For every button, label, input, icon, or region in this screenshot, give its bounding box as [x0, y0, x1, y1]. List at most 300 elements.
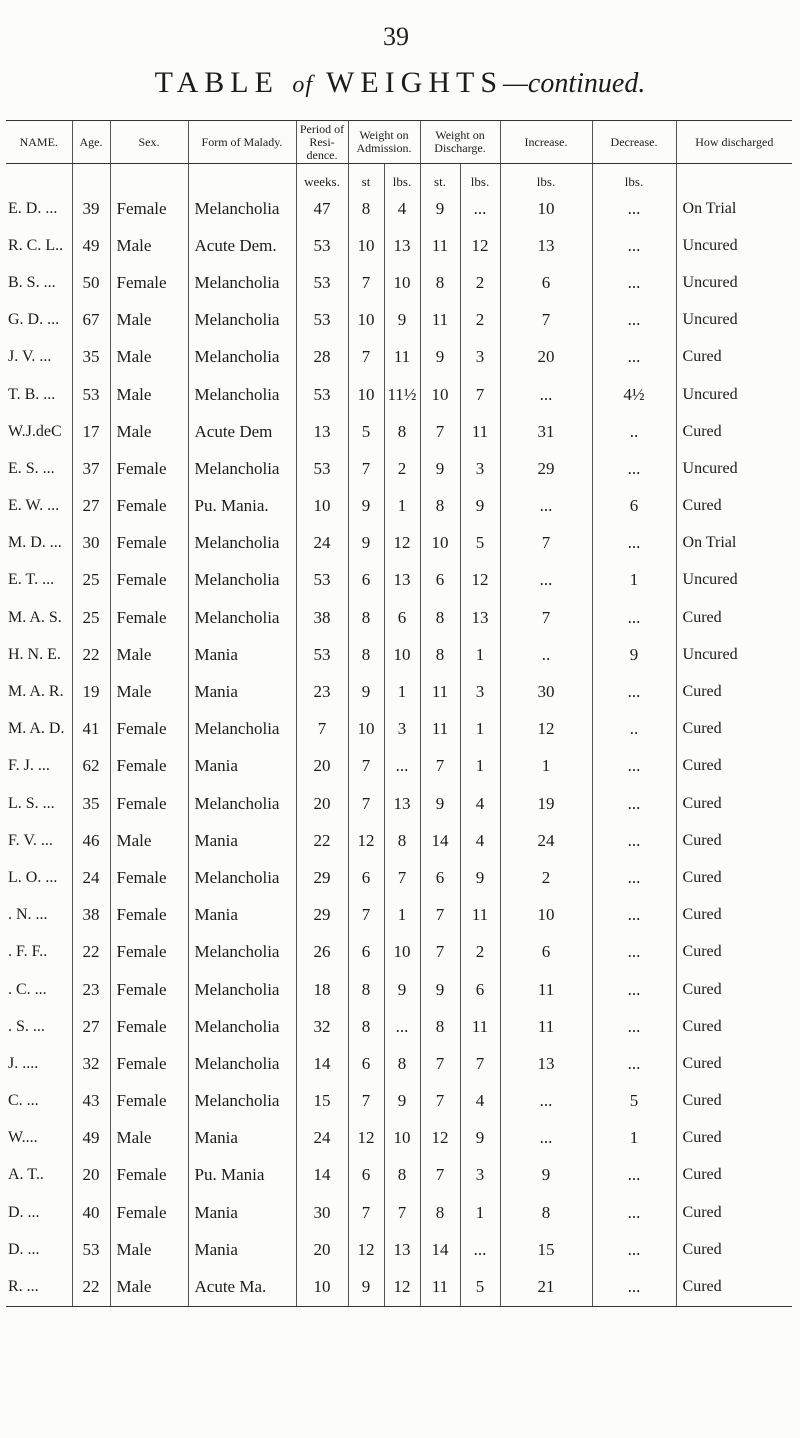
- cell-increase: 13: [500, 227, 592, 264]
- cell-decrease: ...: [592, 673, 676, 710]
- cell-discharge-st: 8: [420, 636, 460, 673]
- cell-discharge-st: 10: [420, 376, 460, 413]
- cell-how-discharged: Uncured: [676, 376, 792, 413]
- cell-admission-st: 6: [348, 562, 384, 599]
- table-row: [6, 636, 792, 673]
- cell-increase: 7: [500, 599, 592, 636]
- cell-age: 20: [72, 1157, 110, 1194]
- cell-discharge-st: 7: [420, 934, 460, 971]
- cell-period: 47: [296, 190, 348, 227]
- cell-how-discharged: On Trial: [676, 525, 792, 562]
- cell-discharge-lbs: 5: [460, 1268, 500, 1306]
- cell-name: F. V. ...: [8, 831, 53, 849]
- units-lbs-admission: lbs.: [384, 164, 420, 191]
- units-blank: [110, 164, 188, 191]
- cell-discharge-st: 9: [420, 339, 460, 376]
- cell-admission-st: 7: [348, 785, 384, 822]
- header-weight-admission: Weight on Admission.: [348, 121, 420, 164]
- cell-decrease: ...: [592, 302, 676, 339]
- header-decrease: Decrease.: [592, 121, 676, 164]
- cell-sex: Female: [110, 599, 188, 636]
- cell-name: F. J. ...: [8, 757, 50, 775]
- cell-admission-st: 9: [348, 488, 384, 525]
- cell-period: 14: [296, 1045, 348, 1082]
- cell-form: Melancholia: [188, 1045, 296, 1082]
- table-row: [6, 339, 792, 376]
- cell-discharge-st: 7: [420, 1157, 460, 1194]
- cell-discharge-lbs: 9: [460, 859, 500, 896]
- cell-form: Melancholia: [188, 190, 296, 227]
- header-sex: Sex.: [110, 121, 188, 164]
- cell-period: 26: [296, 934, 348, 971]
- cell-form: Melancholia: [188, 525, 296, 562]
- table-row: [6, 822, 792, 859]
- cell-increase: ...: [500, 1120, 592, 1157]
- cell-admission-lbs: 10: [384, 1120, 420, 1157]
- cell-sex: Male: [110, 1268, 188, 1306]
- cell-decrease: ...: [592, 1157, 676, 1194]
- cell-sex: Female: [110, 1194, 188, 1231]
- cell-increase: 30: [500, 673, 592, 710]
- cell-name: M. A. R.: [8, 683, 64, 701]
- cell-name: A. T..: [8, 1166, 44, 1184]
- cell-how-discharged: Cured: [676, 488, 792, 525]
- cell-admission-st: 10: [348, 376, 384, 413]
- cell-sex: Male: [110, 673, 188, 710]
- cell-decrease: ...: [592, 934, 676, 971]
- cell-how-discharged: Uncured: [676, 450, 792, 487]
- table-row: [6, 413, 792, 450]
- cell-discharge-st: 6: [420, 562, 460, 599]
- cell-name: J. V. ...: [8, 348, 52, 366]
- cell-decrease: ...: [592, 1268, 676, 1306]
- cell-discharge-lbs: 2: [460, 934, 500, 971]
- cell-how-discharged: Cured: [676, 785, 792, 822]
- table-row: [6, 1045, 792, 1082]
- cell-discharge-st: 11: [420, 1268, 460, 1306]
- cell-discharge-lbs: 9: [460, 488, 500, 525]
- cell-age: 22: [72, 636, 110, 673]
- table-row: [6, 525, 792, 562]
- cell-admission-lbs: 9: [384, 1083, 420, 1120]
- cell-admission-st: 6: [348, 859, 384, 896]
- cell-age: 53: [72, 1231, 110, 1268]
- cell-form: Mania: [188, 1231, 296, 1268]
- table-row: [6, 488, 792, 525]
- header-form: Form of Malady.: [188, 121, 296, 164]
- cell-discharge-st: 12: [420, 1120, 460, 1157]
- cell-decrease: 5: [592, 1083, 676, 1120]
- cell-admission-lbs: 9: [384, 302, 420, 339]
- cell-discharge-st: 11: [420, 711, 460, 748]
- cell-how-discharged: Cured: [676, 1231, 792, 1268]
- weights-table: [6, 120, 792, 1307]
- cell-name: T. B. ...: [8, 385, 56, 403]
- cell-decrease: ...: [592, 1045, 676, 1082]
- cell-sex: Male: [110, 636, 188, 673]
- cell-name: E. D. ...: [8, 199, 58, 217]
- table-row: [6, 599, 792, 636]
- cell-age: 49: [72, 227, 110, 264]
- cell-name: D. ...: [8, 1240, 40, 1258]
- cell-sex: Female: [110, 971, 188, 1008]
- cell-decrease: ...: [592, 190, 676, 227]
- cell-admission-lbs: 8: [384, 413, 420, 450]
- cell-form: Mania: [188, 748, 296, 785]
- cell-how-discharged: Uncured: [676, 264, 792, 301]
- cell-admission-st: 10: [348, 302, 384, 339]
- cell-decrease: 1: [592, 562, 676, 599]
- cell-sex: Female: [110, 1157, 188, 1194]
- cell-period: 30: [296, 1194, 348, 1231]
- cell-how-discharged: Cured: [676, 413, 792, 450]
- table-row: [6, 562, 792, 599]
- cell-form: Mania: [188, 822, 296, 859]
- cell-discharge-lbs: 12: [460, 227, 500, 264]
- cell-decrease: ..: [592, 711, 676, 748]
- cell-age: 39: [72, 190, 110, 227]
- cell-admission-lbs: ...: [384, 1008, 420, 1045]
- cell-decrease: ...: [592, 1008, 676, 1045]
- cell-period: 10: [296, 488, 348, 525]
- cell-sex: Female: [110, 859, 188, 896]
- cell-how-discharged: Cured: [676, 1194, 792, 1231]
- cell-increase: 11: [500, 1008, 592, 1045]
- cell-how-discharged: Cured: [676, 599, 792, 636]
- cell-age: 23: [72, 971, 110, 1008]
- cell-period: 22: [296, 822, 348, 859]
- cell-admission-st: 7: [348, 897, 384, 934]
- cell-admission-lbs: ...: [384, 748, 420, 785]
- cell-discharge-st: 8: [420, 1194, 460, 1231]
- cell-increase: 12: [500, 711, 592, 748]
- cell-admission-st: 7: [348, 264, 384, 301]
- cell-admission-st: 12: [348, 1231, 384, 1268]
- title-weights: WEIGHTS: [326, 66, 504, 99]
- cell-discharge-st: 10: [420, 525, 460, 562]
- cell-sex: Female: [110, 450, 188, 487]
- cell-decrease: ...: [592, 897, 676, 934]
- cell-age: 24: [72, 859, 110, 896]
- cell-name: E. W. ...: [8, 497, 60, 515]
- cell-how-discharged: Uncured: [676, 227, 792, 264]
- table-row: [6, 859, 792, 896]
- cell-period: 28: [296, 339, 348, 376]
- cell-name: G. D. ...: [8, 311, 60, 329]
- cell-increase: 6: [500, 264, 592, 301]
- table-row: [6, 302, 792, 339]
- cell-admission-st: 7: [348, 748, 384, 785]
- cell-sex: Female: [110, 1008, 188, 1045]
- cell-increase: 9: [500, 1157, 592, 1194]
- cell-sex: Female: [110, 748, 188, 785]
- cell-increase: 1: [500, 748, 592, 785]
- cell-discharge-st: 11: [420, 302, 460, 339]
- cell-admission-lbs: 8: [384, 822, 420, 859]
- cell-discharge-lbs: 11: [460, 897, 500, 934]
- cell-admission-st: 10: [348, 227, 384, 264]
- cell-name: W.J.deC: [8, 422, 62, 440]
- cell-age: 43: [72, 1083, 110, 1120]
- cell-admission-lbs: 7: [384, 859, 420, 896]
- units-blank: [676, 164, 792, 191]
- cell-name: M. A. S.: [8, 608, 62, 626]
- cell-age: 38: [72, 897, 110, 934]
- cell-form: Mania: [188, 897, 296, 934]
- cell-name: H. N. E.: [8, 645, 61, 663]
- cell-admission-lbs: 10: [384, 934, 420, 971]
- cell-discharge-lbs: 11: [460, 1008, 500, 1045]
- cell-discharge-st: 7: [420, 897, 460, 934]
- cell-admission-st: 12: [348, 1120, 384, 1157]
- cell-admission-st: 8: [348, 1008, 384, 1045]
- cell-discharge-st: 11: [420, 227, 460, 264]
- cell-sex: Male: [110, 1120, 188, 1157]
- table-row: [6, 264, 792, 301]
- cell-decrease: ...: [592, 785, 676, 822]
- cell-admission-st: 6: [348, 1157, 384, 1194]
- cell-discharge-st: 9: [420, 450, 460, 487]
- cell-form: Melancholia: [188, 450, 296, 487]
- cell-discharge-st: 9: [420, 190, 460, 227]
- cell-decrease: 6: [592, 488, 676, 525]
- cell-admission-lbs: 1: [384, 673, 420, 710]
- header-age: Age.: [72, 121, 110, 164]
- cell-discharge-st: 9: [420, 971, 460, 1008]
- cell-admission-lbs: 10: [384, 636, 420, 673]
- cell-how-discharged: On Trial: [676, 190, 792, 227]
- cell-decrease: 1: [592, 1120, 676, 1157]
- page-title: [0, 66, 800, 100]
- table-row: [6, 227, 792, 264]
- cell-decrease: ...: [592, 748, 676, 785]
- cell-admission-lbs: 11½: [384, 376, 420, 413]
- cell-increase: 7: [500, 525, 592, 562]
- cell-admission-lbs: 4: [384, 190, 420, 227]
- cell-admission-st: 7: [348, 1083, 384, 1120]
- cell-admission-lbs: 8: [384, 1045, 420, 1082]
- cell-how-discharged: Cured: [676, 339, 792, 376]
- cell-discharge-lbs: 3: [460, 673, 500, 710]
- cell-admission-lbs: 1: [384, 897, 420, 934]
- cell-age: 49: [72, 1120, 110, 1157]
- cell-discharge-lbs: ...: [460, 190, 500, 227]
- table-row: [6, 1008, 792, 1045]
- units-st-discharge: st.: [420, 164, 460, 191]
- title-table: TABLE: [154, 66, 279, 99]
- cell-how-discharged: Cured: [676, 673, 792, 710]
- cell-name: C. ...: [8, 1092, 39, 1110]
- cell-age: 19: [72, 673, 110, 710]
- cell-admission-st: 9: [348, 525, 384, 562]
- cell-sex: Female: [110, 1045, 188, 1082]
- table-row: [6, 1231, 792, 1268]
- table-row: [6, 785, 792, 822]
- cell-discharge-lbs: 12: [460, 562, 500, 599]
- cell-admission-st: 8: [348, 971, 384, 1008]
- units-period: weeks.: [296, 164, 348, 191]
- cell-discharge-lbs: 6: [460, 971, 500, 1008]
- table-row: [6, 748, 792, 785]
- cell-admission-st: 9: [348, 673, 384, 710]
- cell-admission-lbs: 2: [384, 450, 420, 487]
- cell-period: 53: [296, 562, 348, 599]
- units-decrease: lbs.: [592, 164, 676, 191]
- cell-admission-st: 5: [348, 413, 384, 450]
- units-st-admission: st: [348, 164, 384, 191]
- cell-decrease: 9: [592, 636, 676, 673]
- cell-how-discharged: Uncured: [676, 636, 792, 673]
- header-row: [6, 121, 792, 164]
- cell-discharge-st: 7: [420, 748, 460, 785]
- cell-discharge-lbs: 4: [460, 1083, 500, 1120]
- cell-age: 46: [72, 822, 110, 859]
- cell-sex: Male: [110, 413, 188, 450]
- cell-discharge-lbs: 2: [460, 264, 500, 301]
- cell-decrease: ...: [592, 599, 676, 636]
- cell-how-discharged: Cured: [676, 1120, 792, 1157]
- cell-how-discharged: Cured: [676, 859, 792, 896]
- table-row: [6, 450, 792, 487]
- cell-form: Melancholia: [188, 562, 296, 599]
- cell-discharge-st: 9: [420, 785, 460, 822]
- header-how: How discharged: [676, 121, 792, 164]
- cell-how-discharged: Cured: [676, 1045, 792, 1082]
- cell-name: R. C. L..: [8, 236, 64, 254]
- cell-decrease: ...: [592, 822, 676, 859]
- cell-age: 17: [72, 413, 110, 450]
- cell-period: 18: [296, 971, 348, 1008]
- cell-age: 35: [72, 785, 110, 822]
- cell-form: Melancholia: [188, 302, 296, 339]
- cell-admission-lbs: 9: [384, 971, 420, 1008]
- cell-age: 40: [72, 1194, 110, 1231]
- cell-increase: ..: [500, 636, 592, 673]
- cell-discharge-lbs: 4: [460, 822, 500, 859]
- cell-period: 7: [296, 711, 348, 748]
- cell-form: Melancholia: [188, 971, 296, 1008]
- cell-discharge-lbs: 1: [460, 748, 500, 785]
- cell-discharge-st: 14: [420, 822, 460, 859]
- cell-age: 25: [72, 599, 110, 636]
- cell-age: 35: [72, 339, 110, 376]
- cell-name: W....: [8, 1129, 38, 1147]
- page-number: 39: [383, 22, 409, 51]
- cell-sex: Female: [110, 897, 188, 934]
- table-row: [6, 673, 792, 710]
- cell-period: 20: [296, 748, 348, 785]
- cell-age: 62: [72, 748, 110, 785]
- cell-sex: Female: [110, 711, 188, 748]
- cell-discharge-lbs: 13: [460, 599, 500, 636]
- cell-form: Pu. Mania.: [188, 488, 296, 525]
- cell-form: Acute Ma.: [188, 1268, 296, 1306]
- cell-discharge-st: 8: [420, 1008, 460, 1045]
- cell-discharge-st: 6: [420, 859, 460, 896]
- cell-sex: Female: [110, 190, 188, 227]
- cell-form: Melancholia: [188, 376, 296, 413]
- cell-form: Acute Dem.: [188, 227, 296, 264]
- table-row: [6, 1194, 792, 1231]
- cell-increase: 19: [500, 785, 592, 822]
- cell-age: 41: [72, 711, 110, 748]
- cell-name: R. ...: [6, 1268, 72, 1306]
- cell-name: . S. ...: [8, 1017, 45, 1035]
- cell-admission-lbs: 13: [384, 785, 420, 822]
- cell-admission-lbs: 1: [384, 488, 420, 525]
- cell-period: 15: [296, 1083, 348, 1120]
- cell-form: Melancholia: [188, 934, 296, 971]
- cell-discharge-lbs: 7: [460, 1045, 500, 1082]
- cell-age: 27: [72, 1008, 110, 1045]
- cell-discharge-st: 7: [420, 1045, 460, 1082]
- cell-sex: Male: [110, 227, 188, 264]
- cell-decrease: 4½: [592, 376, 676, 413]
- cell-period: 24: [296, 525, 348, 562]
- cell-admission-st: 8: [348, 190, 384, 227]
- cell-discharge-lbs: 7: [460, 376, 500, 413]
- cell-form: Melancholia: [188, 1008, 296, 1045]
- cell-form: Pu. Mania: [188, 1157, 296, 1194]
- cell-discharge-st: 8: [420, 264, 460, 301]
- cell-age: 22: [72, 1268, 110, 1306]
- cell-increase: 8: [500, 1194, 592, 1231]
- cell-decrease: ...: [592, 339, 676, 376]
- cell-form: Melancholia: [188, 599, 296, 636]
- cell-admission-st: 7: [348, 339, 384, 376]
- cell-admission-lbs: 6: [384, 599, 420, 636]
- cell-discharge-lbs: 2: [460, 302, 500, 339]
- cell-admission-lbs: 12: [384, 525, 420, 562]
- header-weight-discharge: Weight on Discharge.: [420, 121, 500, 164]
- cell-decrease: ...: [592, 525, 676, 562]
- cell-period: 29: [296, 897, 348, 934]
- cell-name: M. A. D.: [8, 720, 65, 738]
- cell-age: 53: [72, 376, 110, 413]
- units-blank: [6, 164, 72, 191]
- cell-increase: 10: [500, 897, 592, 934]
- table-row: [6, 711, 792, 748]
- cell-age: 32: [72, 1045, 110, 1082]
- header-increase: Increase.: [500, 121, 592, 164]
- cell-admission-st: 6: [348, 934, 384, 971]
- cell-how-discharged: Uncured: [676, 562, 792, 599]
- cell-increase: ...: [500, 488, 592, 525]
- cell-name: . F. F..: [8, 943, 48, 961]
- cell-period: 10: [296, 1268, 348, 1306]
- cell-sex: Female: [110, 488, 188, 525]
- cell-admission-lbs: 12: [384, 1268, 420, 1306]
- cell-sex: Female: [110, 1083, 188, 1120]
- cell-how-discharged: Cured: [676, 748, 792, 785]
- cell-how-discharged: Cured: [676, 934, 792, 971]
- cell-form: Melancholia: [188, 859, 296, 896]
- cell-how-discharged: Cured: [676, 1157, 792, 1194]
- units-blank: [188, 164, 296, 191]
- cell-how-discharged: Cured: [676, 711, 792, 748]
- cell-decrease: ..: [592, 413, 676, 450]
- table-row: [6, 897, 792, 934]
- cell-how-discharged: Cured: [676, 1268, 792, 1306]
- cell-admission-st: 7: [348, 450, 384, 487]
- cell-sex: Male: [110, 376, 188, 413]
- cell-admission-st: 9: [348, 1268, 384, 1306]
- cell-admission-lbs: 10: [384, 264, 420, 301]
- cell-admission-st: 6: [348, 1045, 384, 1082]
- cell-admission-lbs: 13: [384, 562, 420, 599]
- table-row: [6, 1083, 792, 1120]
- cell-sex: Male: [110, 1231, 188, 1268]
